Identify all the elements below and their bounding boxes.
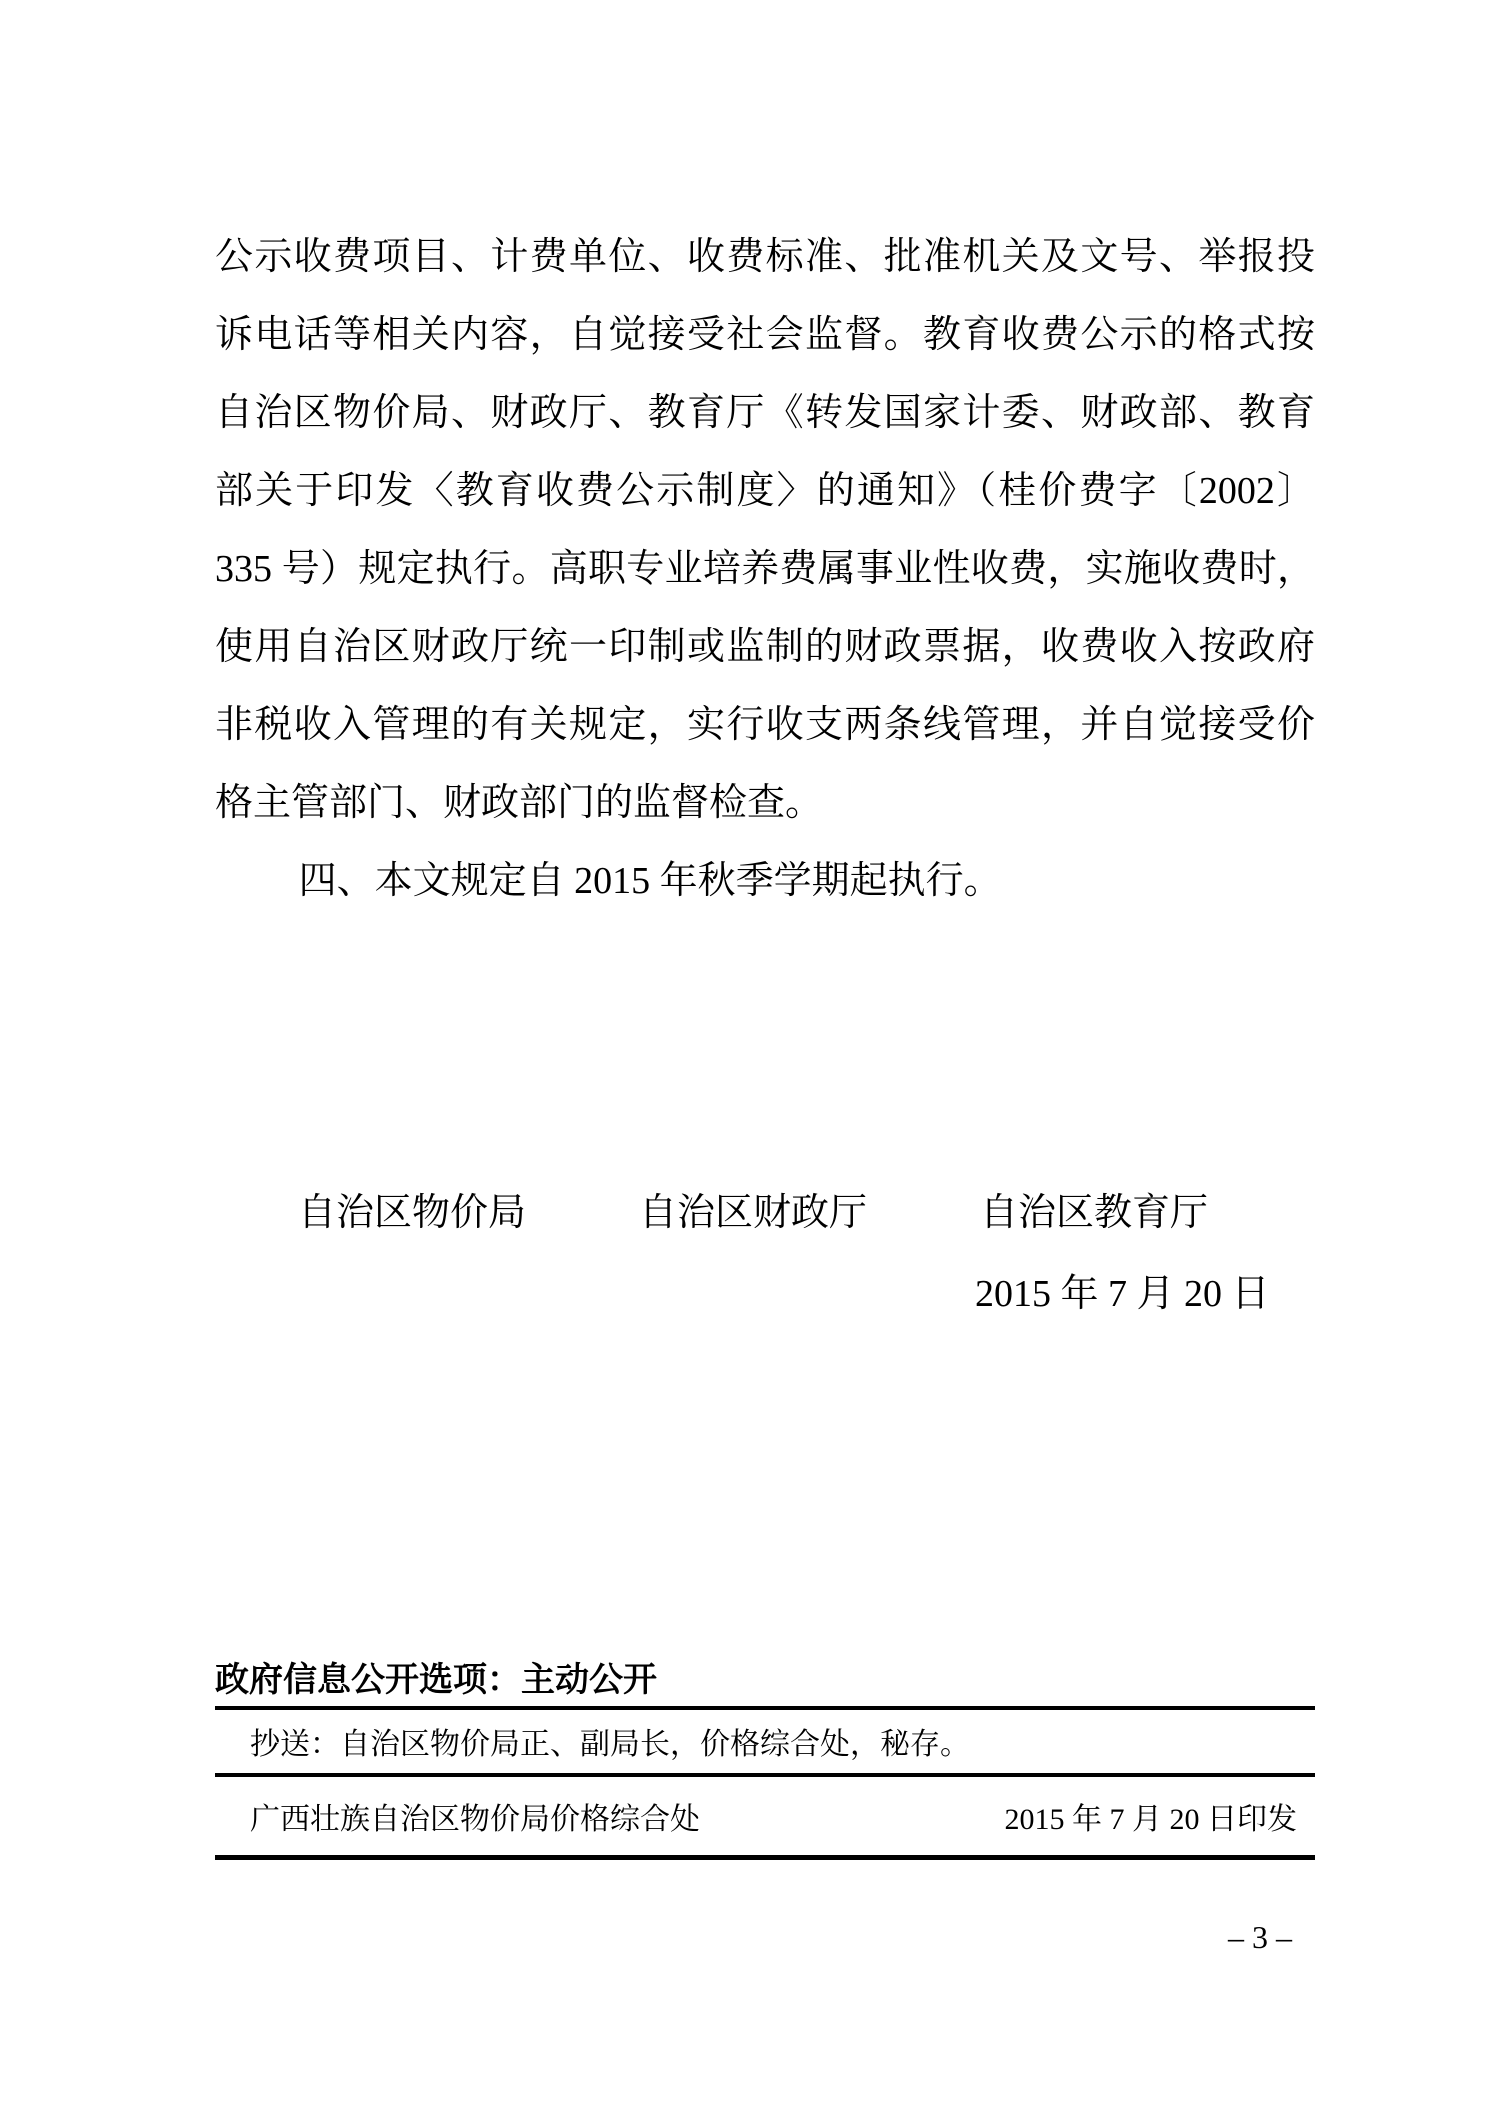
issuer-office: 广西壮族自治区物价局价格综合处: [250, 1803, 700, 1836]
signature-agency-education-dept: 自治区教育厅: [980, 1192, 1209, 1234]
body-line: 非税收入管理的有关规定，实行收支两条线管理，并自觉接受价: [215, 704, 1315, 746]
body-line: 部关于印发〈教育收费公示制度〉的通知》（桂价费字〔2002〕: [215, 470, 1315, 512]
body-line: 公示收费项目、计费单位、收费标准、批准机关及文号、举报投: [215, 236, 1315, 278]
disclosure-option-label: 政府信息公开选项：: [215, 1662, 521, 1699]
cc-line: 抄送：自治区物价局正、副局长，价格综合处，秘存。: [215, 1710, 1315, 1777]
disclosure-option-value: 主动公开: [521, 1662, 657, 1699]
signature-row: [215, 1190, 1315, 1236]
body-line: 诉电话等相关内容，自觉接受社会监督。教育收费公示的格式按: [215, 314, 1315, 356]
signature-date: 2015 年 7 月 20 日: [975, 1273, 1270, 1315]
body-line: 自治区物价局、财政厅、教育厅《转发国家计委、财政部、教育: [215, 392, 1315, 434]
body-line: 格主管部门、财政部门的监督检查。: [215, 782, 824, 824]
signature-agency-finance-dept: 自治区财政厅: [639, 1192, 868, 1234]
body-paragraph: [215, 218, 1315, 842]
item-four-line: 四、本文规定自 2015 年秋季学期起执行。: [298, 860, 1002, 902]
disclosure-option-line: [215, 1656, 1315, 1710]
body-line: 使用自治区财政厅统一印制或监制的财政票据，收费收入按政府: [215, 626, 1315, 668]
page-number: – 3 –: [1228, 1919, 1292, 1955]
print-date: 2015 年 7 月 20 日印发: [1004, 1803, 1297, 1836]
issuer-line: [215, 1777, 1315, 1860]
body-line: 335 号）规定执行。高职专业培养费属事业性收费，实施收费时，: [215, 548, 1315, 590]
document-footer: [215, 1656, 1315, 1860]
signature-agency-pricing-bureau: 自治区物价局: [298, 1192, 527, 1234]
